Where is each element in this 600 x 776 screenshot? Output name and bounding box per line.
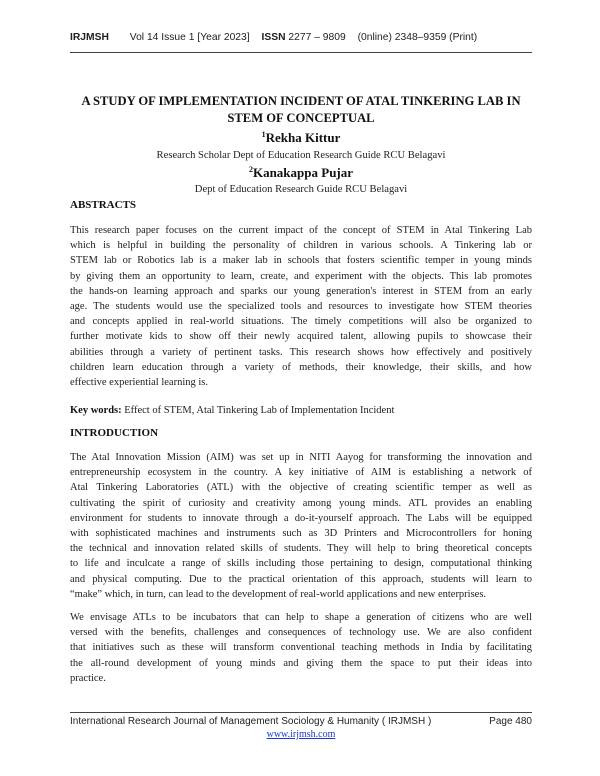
intro-line: versed with the benefits, challenges and consequences of technology use. We are also confident <box>70 627 532 639</box>
issn-number: 2277 – 9809 <box>288 32 346 43</box>
online-issn: (0nline) 2348–9359 (Print) <box>357 32 478 43</box>
intro-line: with sophisticated machines and instruments such as 3D Printers and Microcontrollers for honing <box>70 528 532 540</box>
author-2-name: Kanakappa Pujar <box>252 165 354 180</box>
abstract-line: This research paper focuses on the current impact of the concept of STEM in Atal Tinkering Lab <box>70 225 532 236</box>
abstract-line: age. The students would use the specialized tools and resources to investigate how STEM theories <box>70 301 532 313</box>
introduction-heading: INTRODUCTION <box>70 427 159 439</box>
intro-line: to life and inculcate a range of skills including those pertaining to design, computational thinking <box>70 558 532 570</box>
introduction-paragraph-2 <box>70 610 532 686</box>
keywords-label: Key words: <box>70 405 122 416</box>
journal-abbr: IRJMSH <box>70 32 109 43</box>
author-2-number: 2 <box>248 165 253 174</box>
author-1-number: 1 <box>261 130 266 139</box>
abstract-line: effective experiential learning is. <box>70 377 208 389</box>
abstract-line: further motivate kids to show off their newly acquired talent, allowing pupils to showcase their <box>70 331 532 343</box>
footer-divider <box>70 712 532 713</box>
author-1-name: Rekha Kittur <box>265 130 341 145</box>
author-2 <box>70 165 532 181</box>
abstract-body <box>70 223 532 390</box>
abstract-line: and concepts applied in real-world situations. The timely competitions will also be organized to <box>70 316 532 328</box>
author-1 <box>70 130 532 146</box>
issn-label: ISSN <box>261 32 286 43</box>
title-line-1: A STUDY OF IMPLEMENTATION INCIDENT OF ATAL TINKERING LAB IN <box>81 94 521 108</box>
author-1-affiliation: Research Scholar Dept of Education Research Guide RCU Belagavi <box>156 150 446 161</box>
intro-line: entrepreneurship ecosystem in the country. A key initiative of AIM is establishing a network of <box>70 467 532 479</box>
intro-line: that initiatives such as these will transform conventional teaching methods in India by facilitating <box>70 642 532 654</box>
intro-line: the all-round development of young minds and giving them the space to put their ideas into <box>70 657 532 669</box>
title-line-2: STEM OF CONCEPTUAL <box>227 111 375 125</box>
volume-info: Vol 14 Issue 1 [Year 2023] <box>129 32 250 43</box>
intro-line: practice. <box>70 672 106 684</box>
abstract-line: children learn education through a variety of methods, their knowledge, their skills, and how <box>70 361 532 373</box>
paper-title <box>70 93 532 127</box>
intro-line: cultivating the spirit of curiosity and creativity among young minds. ATL provides an enabling <box>70 497 532 509</box>
introduction-paragraph-1 <box>70 450 532 602</box>
keywords <box>70 405 532 416</box>
journal-url-link[interactable]: www.irjmsh.com <box>266 729 336 740</box>
abstract-line: the hands-on learning approach and sparks our young generation's interest in STEM from an early <box>70 285 532 297</box>
abstract-line: by giving them an opportunity to learn, create, and experiment with the objects. This lab promotes <box>70 270 532 282</box>
abstract-line: abilities through a variety of pertinent tasks. This research shows how effectively and positively <box>70 346 532 358</box>
abstract-line: which is helpful in building the personality of children in various schools. A Tinkering lab or <box>70 240 532 252</box>
intro-line: environment for students to innovate through a do-it-yourself approach. The Labs will be equipped <box>70 512 532 524</box>
intro-line: “make” which, in turn, can lead to the development of real-world applications and new enterprises. <box>70 588 487 600</box>
page-number: Page 480 <box>489 716 532 727</box>
running-header <box>70 32 532 43</box>
intro-line: The Atal Innovation Mission (AIM) was set up in NITI Aayog for transforming the innovation and <box>70 452 532 463</box>
footer-journal-name: International Research Journal of Management Sociology & Humanity ( IRJMSH ) <box>70 716 432 727</box>
intro-line: Atal Tinkering Laboratories (ATL) with the objective of creating scientific temper as well as <box>70 482 532 494</box>
intro-line: and physical computing. Due to the practical orientation of this approach, students will learn to <box>70 573 532 585</box>
author-2-affiliation: Dept of Education Research Guide RCU Belagavi <box>194 184 408 195</box>
header-divider <box>70 52 532 53</box>
abstract-heading: ABSTRACTS <box>70 199 137 211</box>
abstract-line: STEM lab or Robotics lab is a maker lab in schools that fosters scientific temper in young minds <box>70 255 532 267</box>
intro-line: the technical and innovation related skills of students. They will help to bring theoretical concepts <box>70 543 532 555</box>
keywords-text: Effect of STEM, Atal Tinkering Lab of Implementation Incident <box>124 405 395 416</box>
intro-line: We envisage ATLs to be incubators that can help to shape a generation of citizens who are well <box>70 612 532 623</box>
